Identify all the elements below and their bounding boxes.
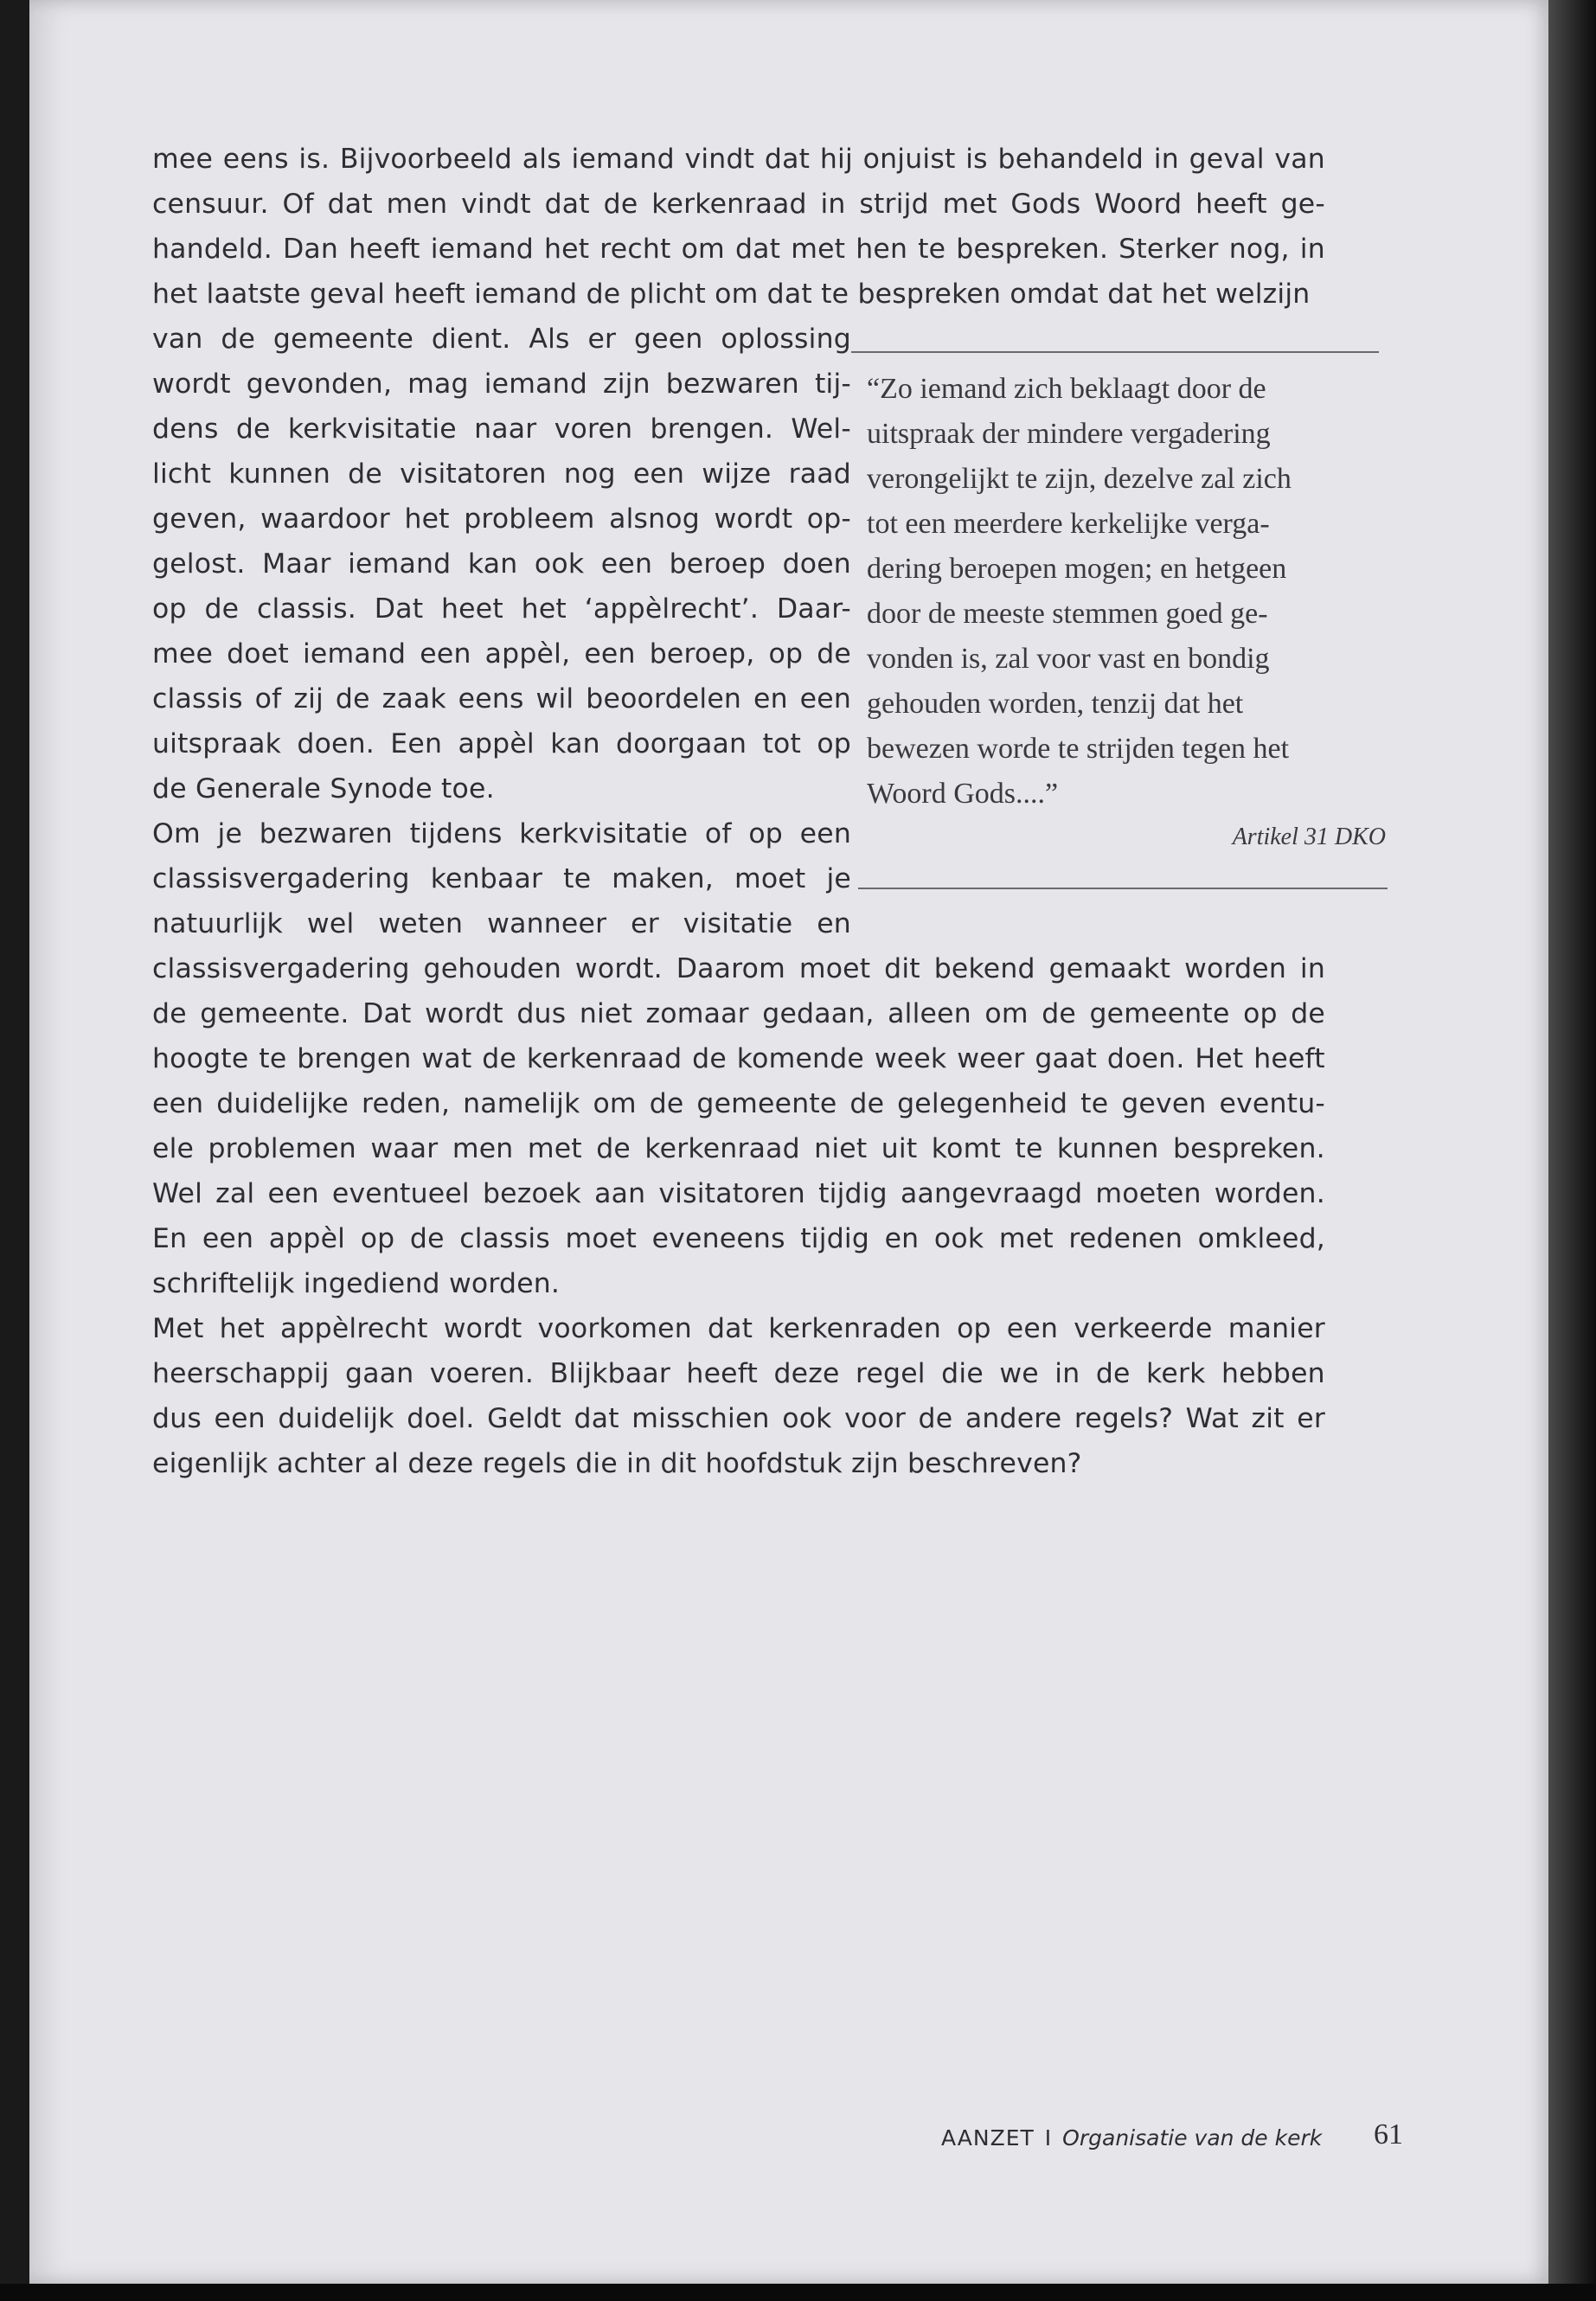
quote-line: “Zo iemand zich beklaagt door de [867, 373, 1266, 405]
scan-bottom-edge [0, 2284, 1596, 2301]
footer-separator: I [1044, 2125, 1053, 2150]
text-line: handeld. Dan heeft iemand het recht om dat met hen te bespreken. Sterker nog, in [152, 234, 1325, 265]
page-number: 61 [1374, 2118, 1403, 2150]
quote-line: door de meeste stemmen goed ge- [867, 598, 1268, 630]
text-line: dens de kerkvisitatie naar voren brengen. Wel- [152, 413, 851, 445]
quote-citation: Artikel 31 DKO [1232, 824, 1386, 850]
text-line: een duidelijke reden, namelijk om de gemeente de gelegenheid te geven eventu- [152, 1088, 1325, 1119]
text-line: Om je bezwaren tijdens kerkvisitatie of op een [152, 818, 851, 849]
text-line: En een appèl op de classis moet eveneens tijdig en ook met redenen omkleed, [152, 1223, 1325, 1254]
quote-line: uitspraak der mindere vergadering [867, 418, 1271, 450]
text-line: censuur. Of dat men vindt dat de kerkenraad in strijd met Gods Woord heeft ge- [152, 189, 1325, 220]
text-line: licht kunnen de visitatoren nog een wijze raad [152, 458, 851, 490]
text-line: de Generale Synode toe. [152, 773, 495, 804]
quote-line: vonden is, zal voor vast en bondig [867, 643, 1270, 675]
text-line: van de gemeente dient. Als er geen oplossing [152, 324, 851, 355]
text-line: gelost. Maar iemand kan ook een beroep doen [152, 548, 851, 580]
quote-line: verongelijkt te zijn, dezelve zal zich [867, 463, 1292, 495]
text-line: ele problemen waar men met de kerkenraad niet uit komt te kunnen bespreken. [152, 1133, 1325, 1164]
running-footer [941, 2121, 1322, 2156]
text-line: heerschappij gaan voeren. Blijkbaar heeft deze regel die we in de kerk hebben [152, 1358, 1325, 1389]
text-line: classisvergadering kenbaar te maken, moet je [152, 863, 851, 894]
series-title: AANZET [941, 2125, 1035, 2150]
text-line: op de classis. Dat heet het ‘appèlrecht’. Daar- [152, 593, 851, 625]
text-line: de gemeente. Dat wordt dus niet zomaar gedaan, alleen om de gemeente op de [152, 998, 1325, 1029]
book-edge-shadow [1548, 0, 1596, 2301]
text-line: classisvergadering gehouden wordt. Daarom moet dit bekend gemaakt worden in [152, 953, 1325, 984]
text-line: wordt gevonden, mag iemand zijn bezwaren tij- [152, 369, 851, 400]
text-line: geven, waardoor het probleem alsnog wordt op- [152, 503, 851, 535]
text-line: mee eens is. Bijvoorbeeld als iemand vindt dat hij onjuist is behandeld in geval van [152, 144, 1325, 175]
quote-line: tot een meerdere kerkelijke verga- [867, 508, 1270, 540]
text-line: het laatste geval heeft iemand de plicht om dat te bespreken omdat dat het welzijn [152, 279, 1311, 310]
quote-top-rule [851, 351, 1379, 353]
text-line: hoogte te brengen wat de kerkenraad de komende week weer gaat doen. Het heeft [152, 1043, 1325, 1074]
text-line: uitspraak doen. Een appèl kan doorgaan tot op [152, 728, 851, 760]
quote-line: dering beroepen mogen; en hetgeen [867, 553, 1287, 585]
text-line: natuurlijk wel weten wanneer er visitatie en [152, 908, 851, 939]
text-line: mee doet iemand een appèl, een beroep, op de [152, 638, 851, 670]
text-line: classis of zij de zaak eens wil beoordelen en een [152, 683, 851, 715]
book-page [29, 0, 1548, 2284]
quote-bottom-rule [858, 888, 1388, 889]
text-line: eigenlijk achter al deze regels die in dit hoofdstuk zijn beschreven? [152, 1448, 1082, 1479]
quote-line: Woord Gods....” [867, 778, 1059, 810]
text-line: Wel zal een eventueel bezoek aan visitatoren tijdig aangevraagd moeten worden. [152, 1178, 1325, 1209]
quote-line: bewezen worde te strijden tegen het [867, 733, 1290, 765]
text-line: Met het appèlrecht wordt voorkomen dat kerkenraden op een verkeerde manier [152, 1313, 1325, 1344]
chapter-title: Organisatie van de kerk [1062, 2125, 1323, 2150]
text-line: dus een duidelijk doel. Geldt dat misschien ook voor de andere regels? Wat zit er [152, 1403, 1325, 1434]
text-line: schriftelijk ingediend worden. [152, 1268, 561, 1299]
quote-line: gehouden worden, tenzij dat het [867, 688, 1244, 720]
